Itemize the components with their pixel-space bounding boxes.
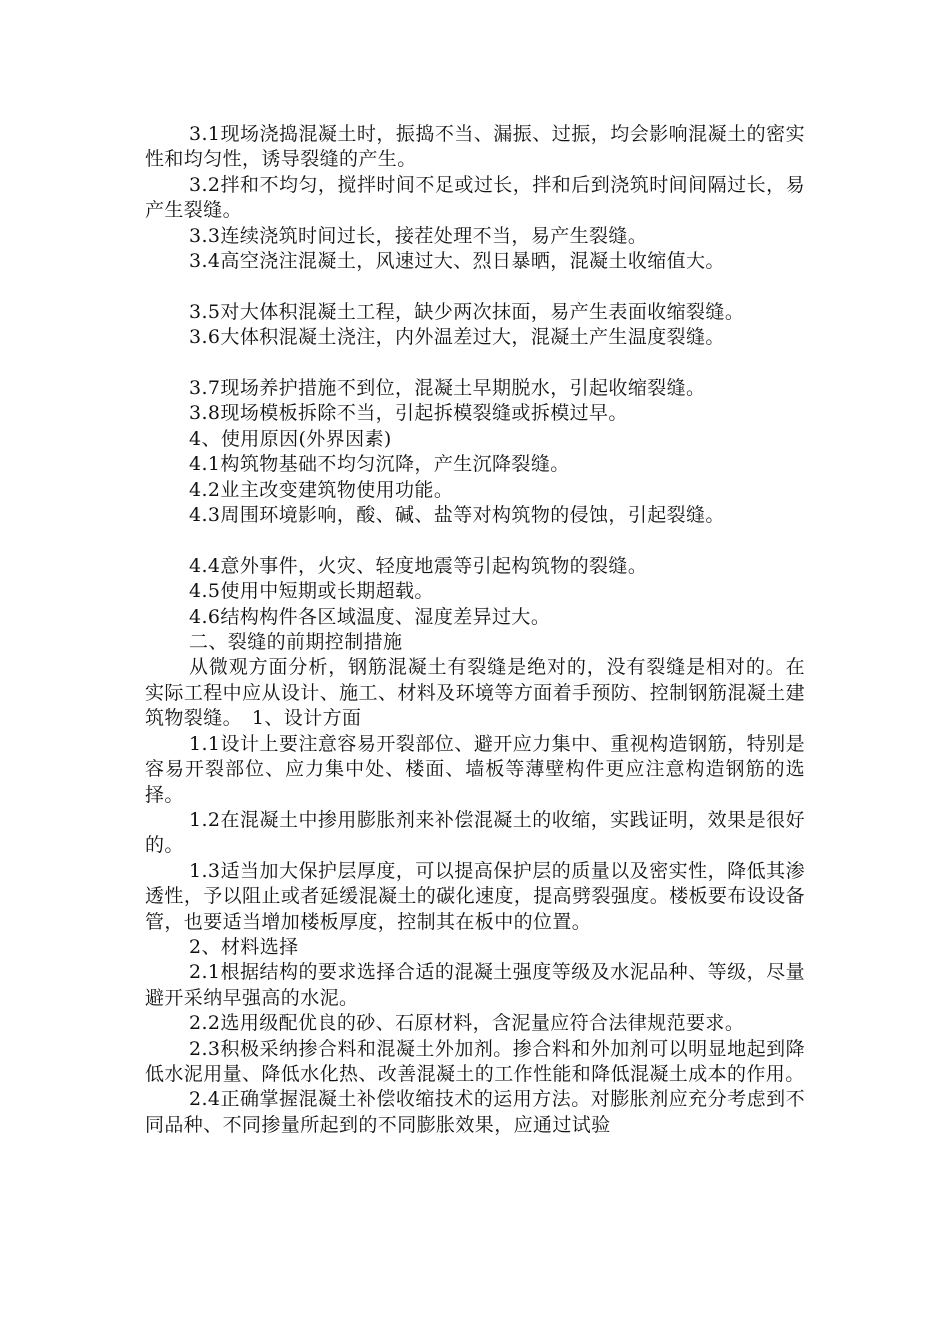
- blank-line: [145, 274, 805, 299]
- subsection-heading-materials: 2、材料选择: [189, 935, 299, 958]
- paragraph-3-6: 3.6大体积混凝土浇注，内外温差过大，混凝土产生温度裂缝。: [189, 326, 725, 349]
- paragraph-3-2: 3.2拌和不均匀，搅拌时间不足或过长，拌和后到浇筑时间间隔过长，易产生裂缝。: [145, 173, 805, 222]
- document-body: [145, 122, 805, 1138]
- paragraph-4-6: 4.6结构构件各区域温度、湿度差异过大。: [189, 605, 551, 628]
- paragraph-2-3: 2.3积极采纳掺合料和混凝土外加剂。掺合料和外加剂可以明显地起到降低水泥用量、降低水化热、改善混凝土的工作性能和降低混凝土成本的作用。: [145, 1037, 805, 1085]
- paragraph-intro: 从微观方面分析，钢筋混凝土有裂缝是绝对的，没有裂缝是相对的。在实际工程中应从设计、施工、材料及环境等方面着手预防、控制钢筋混凝土建筑物裂缝。 1、设计方面: [145, 656, 805, 730]
- paragraph-2-2: 2.2选用级配优良的砂、石原材料，含泥量应符合法律规范要求。: [189, 1012, 745, 1035]
- paragraph-4-2: 4.2业主改变建筑物使用功能。: [189, 478, 454, 501]
- paragraph-4-4: 4.4意外事件，火灾、轻度地震等引起构筑物的裂缝。: [189, 554, 648, 577]
- paragraph-3-3: 3.3连续浇筑时间过长，接茬处理不当，易产生裂缝。: [189, 224, 648, 247]
- blank-line: [145, 528, 805, 553]
- paragraph-1-1: 1.1设计上要注意容易开裂部位、避开应力集中、重视构造钢筋，特别是容易开裂部位、应力集中处、楼面、墙板等薄壁构件更应注意构造钢筋的选择。: [145, 732, 805, 806]
- paragraph-3-8: 3.8现场模板拆除不当，引起拆模裂缝或拆模过早。: [189, 402, 628, 425]
- paragraph-4-3: 4.3周围环境影响，酸、碱、盐等对构筑物的侵蚀，引起裂缝。: [189, 504, 725, 527]
- paragraph-1-2: 1.2在混凝土中掺用膨胀剂来补偿混凝土的收缩，实践证明，效果是很好的。: [145, 808, 805, 857]
- paragraph-3-4: 3.4高空浇注混凝土，风速过大、烈日暴晒，混凝土收缩值大。: [189, 250, 725, 273]
- section-heading-4: 4、使用原因(外界因素): [189, 427, 392, 450]
- paragraph-4-5: 4.5使用中短期或长期超载。: [189, 580, 434, 603]
- paragraph-4-1: 4.1构筑物基础不均匀沉降，产生沉降裂缝。: [189, 453, 570, 476]
- paragraph-2-1: 2.1根据结构的要求选择合适的混凝土强度等级及水泥品种、等级，尽量避开采纳早强高的水泥。: [145, 961, 805, 1009]
- paragraph-3-5: 3.5对大体积混凝土工程，缺少两次抹面，易产生表面收缩裂缝。: [189, 300, 745, 323]
- paragraph-1-3: 1.3适当加大保护层厚度，可以提高保护层的质量以及密实性，降低其渗透性，予以阻止或者延缓混凝土的碳化速度，提高劈裂强度。楼板要布设设备管，也要适当增加楼板厚度，控制其在板中的位置。: [145, 859, 805, 933]
- paragraph-3-1: 3.1现场浇捣混凝土时，振捣不当、漏振、过振，均会影响混凝土的密实性和均匀性，诱导裂缝的产生。: [145, 123, 805, 171]
- section-heading-2: 二、裂缝的前期控制措施: [189, 631, 403, 654]
- paragraph-2-4: 2.4正确掌握混凝土补偿收缩技术的运用方法。对膨胀剂应充分考虑到不同品种、不同掺量所起到的不同膨胀效果，应通过试验: [145, 1088, 805, 1136]
- blank-line: [145, 351, 805, 376]
- paragraph-3-7: 3.7现场养护措施不到位，混凝土早期脱水，引起收缩裂缝。: [189, 377, 706, 400]
